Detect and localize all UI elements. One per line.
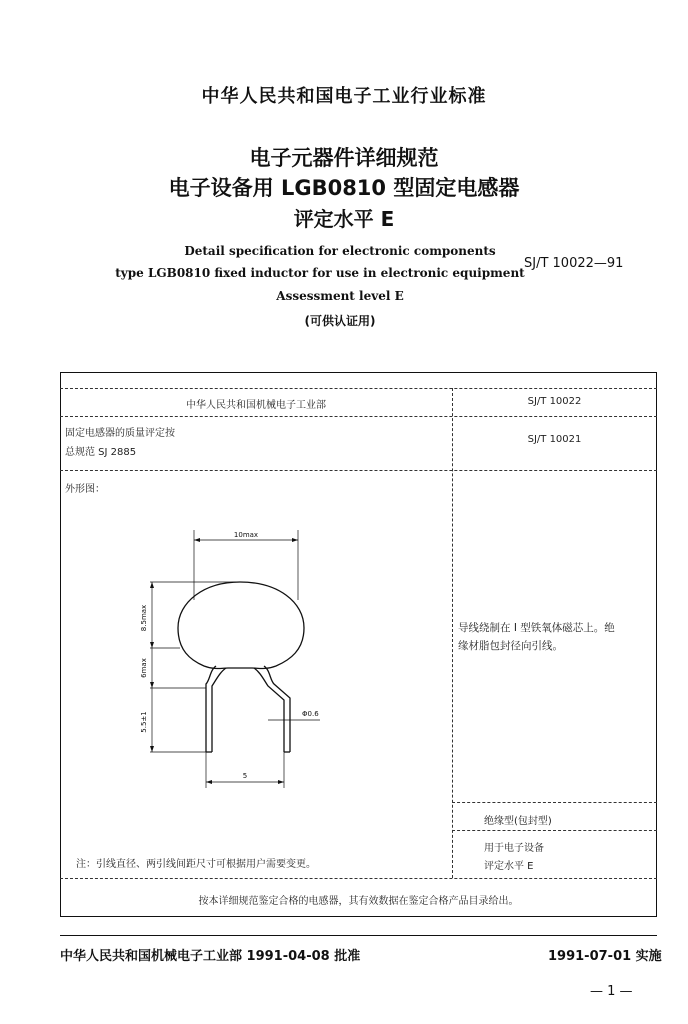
drawing-note: 注：引线直径、两引线间距尺寸可根据用户需要变更。 xyxy=(76,859,316,870)
implementation-date: 1991-07-01 实施 xyxy=(548,949,662,964)
table-row-divider xyxy=(60,388,657,389)
dim-width-label: 10max xyxy=(233,531,259,539)
qualification-statement: 按本详细规范鉴定合格的电感器，其有效数据在鉴定合格产品目录给出。 xyxy=(198,896,519,907)
table-row-divider xyxy=(60,878,657,879)
certification-note: (可供认证用) xyxy=(304,314,376,328)
english-title-line-3: Assessment level E xyxy=(276,289,404,303)
title-line-3: 评定水平 E xyxy=(293,207,395,231)
lead-right-inner xyxy=(254,668,284,752)
english-title-line-2: type LGB0810 fixed inductor for use in electronic equipment xyxy=(115,266,525,280)
dim-neck-label: 6max xyxy=(140,658,148,678)
table-bottom-border xyxy=(60,916,657,917)
dim-lead-diameter-label: Φ0.6 xyxy=(302,710,319,718)
dim-lead-length-label: 5.5±1 xyxy=(140,711,148,733)
assessment-line-1: 固定电感器的质量评定按 xyxy=(65,428,175,439)
outline-label: 外形图： xyxy=(65,484,105,495)
table-row-divider xyxy=(452,830,657,831)
approval-statement: 中华人民共和国机械电子工业部 1991-04-08 批准 xyxy=(60,949,361,964)
ministry-cell: 中华人民共和国机械电子工业部 xyxy=(186,400,326,411)
assessment-line-2: 总规范 SJ 2885 xyxy=(65,447,137,458)
title-line-2: 电子设备用 LGB0810 型固定电感器 xyxy=(168,176,520,200)
table-row-divider xyxy=(60,470,657,471)
lead-left xyxy=(206,666,216,752)
standard-category-title: 中华人民共和国电子工业行业标准 xyxy=(201,86,487,107)
description-line-2: 缘材脂包封径向引线。 xyxy=(458,640,563,652)
standard-code: SJ/T 10022—91 xyxy=(524,256,624,271)
english-title-line-1: Detail specification for electronic components xyxy=(184,244,496,258)
table-row-divider xyxy=(60,416,657,417)
lead-right xyxy=(264,666,290,752)
use-line-1: 用于电子设备 xyxy=(484,843,544,854)
generic-spec-code-cell: SJ/T 10021 xyxy=(527,434,582,445)
inductor-body-outline xyxy=(178,582,304,669)
dim-pitch-label: 5 xyxy=(242,772,248,780)
table-column-divider xyxy=(452,388,453,878)
lead-left-inner xyxy=(212,668,226,752)
table-right-border xyxy=(656,372,657,917)
page-number: — 1 — xyxy=(590,984,633,999)
use-line-2: 评定水平 E xyxy=(484,861,534,872)
description-line-1: 导线绕制在 I 型铁氧体磁芯上。绝 xyxy=(458,622,615,634)
table-row-divider xyxy=(452,802,657,803)
spec-code-cell: SJ/T 10022 xyxy=(527,396,582,407)
table-top-border xyxy=(60,372,657,373)
dim-body-height-label: 8.5max xyxy=(140,604,148,632)
inductor-outline-drawing xyxy=(120,520,360,800)
table-left-border xyxy=(60,372,61,917)
footer-rule xyxy=(60,935,657,936)
insulation-type: 绝缘型(包封型) xyxy=(484,816,552,827)
title-line-1: 电子元器件详细规范 xyxy=(249,146,439,170)
